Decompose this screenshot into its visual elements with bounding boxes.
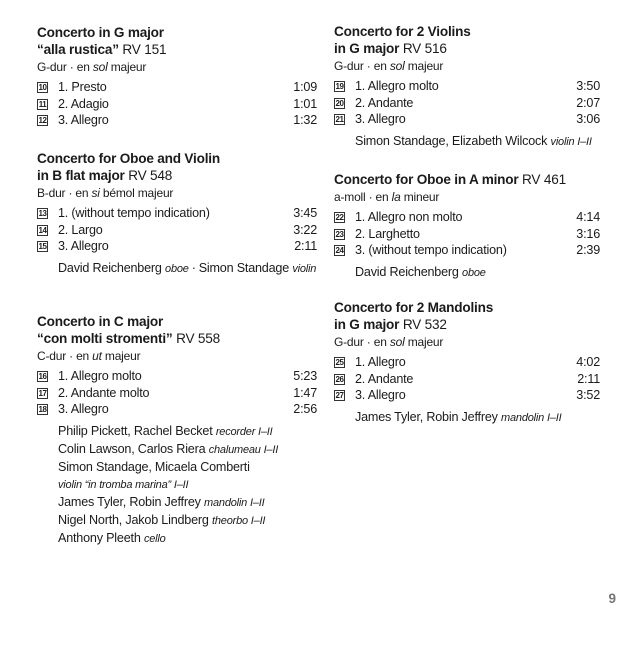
track-row	[334, 371, 600, 388]
rv-number: RV 516	[402, 41, 447, 56]
track-number: 18	[38, 405, 47, 414]
track-number: 10	[38, 83, 47, 92]
concerto-title	[37, 313, 317, 347]
title-text: Concerto for 2 Violins	[334, 24, 471, 39]
track-number: 27	[335, 391, 344, 400]
performer-line	[58, 476, 317, 494]
key-note: la	[391, 190, 401, 204]
track-number: 25	[335, 358, 344, 367]
track-title: 2. Largo	[58, 222, 103, 237]
track-duration: 2:07	[576, 95, 600, 110]
rv-number: RV 548	[128, 168, 173, 183]
performer-name: Simon Standage	[198, 260, 290, 275]
track-row	[334, 387, 600, 404]
performer-role: theorbo I–II	[212, 514, 266, 527]
performer-name: James Tyler, Robin Jeffrey	[58, 494, 201, 509]
concerto-title	[334, 299, 600, 333]
track-title: 3. Allegro	[355, 388, 406, 402]
track-number: 24	[335, 246, 344, 255]
title-line	[334, 316, 600, 333]
performers	[37, 260, 317, 278]
performer-line	[355, 409, 600, 427]
track-title: 2. Andante molto	[58, 385, 150, 400]
track-duration: 3:50	[576, 79, 600, 93]
performer-name: Philip Pickett, Rachel Becket	[58, 423, 213, 438]
track-list	[334, 354, 600, 404]
title-line	[334, 40, 600, 57]
separator: ·	[191, 260, 196, 275]
track-duration: 3:52	[576, 388, 600, 402]
track-duration: 2:39	[576, 243, 600, 257]
key-subtitle	[334, 189, 600, 205]
title-text: in G major	[334, 41, 400, 56]
track-duration: 1:32	[293, 113, 317, 127]
key-note: si	[91, 186, 100, 200]
performer-name: James Tyler, Robin Jeffrey	[355, 409, 498, 424]
track-row	[37, 96, 317, 113]
performers	[334, 133, 600, 151]
track-row	[37, 222, 317, 239]
performer-line	[58, 260, 317, 278]
track-number: 20	[335, 98, 344, 108]
title-text: Concerto for Oboe in A minor	[334, 172, 519, 187]
title-text: Concerto in G major	[37, 25, 164, 40]
key-subtitle	[37, 185, 317, 201]
track-row	[37, 238, 317, 255]
track-row	[37, 112, 317, 129]
track-row	[334, 111, 600, 128]
key-note: ut	[92, 349, 102, 363]
track-duration: 3:06	[576, 112, 600, 126]
concerto-title	[334, 171, 600, 188]
track-list	[37, 79, 317, 129]
title-text: “alla rustica”	[37, 42, 119, 57]
concerto-block	[37, 313, 317, 548]
track-number: 14	[38, 225, 47, 235]
title-line	[37, 167, 317, 184]
performer-line	[355, 264, 600, 282]
title-line	[37, 313, 317, 330]
track-row	[334, 242, 600, 259]
title-text: “con molti stromenti”	[37, 331, 173, 346]
performers	[334, 409, 600, 427]
key-text: majeur	[101, 349, 141, 363]
title-line	[37, 150, 317, 167]
track-duration: 3:22	[293, 222, 317, 237]
performer-role: chalumeau I–II	[208, 443, 279, 456]
track-list	[334, 78, 600, 128]
track-row	[37, 368, 317, 385]
track-duration: 3:45	[293, 206, 317, 220]
performer-role: mandolin I–II	[204, 496, 265, 509]
performer-line	[58, 459, 317, 476]
track-duration: 4:14	[576, 210, 600, 224]
performer-role: violin “in tromba marina” I–II	[58, 478, 189, 491]
track-title: 2. Larghetto	[355, 226, 420, 241]
track-number: 16	[38, 372, 47, 381]
track-row	[37, 205, 317, 222]
track-number: 15	[38, 242, 47, 251]
title-line	[37, 330, 317, 347]
track-number: 12	[38, 116, 47, 125]
track-title: 3. (without tempo indication)	[355, 243, 507, 257]
track-duration: 1:01	[293, 96, 317, 111]
track-title: 1. Presto	[58, 80, 107, 94]
key-text: majeur	[404, 335, 444, 349]
track-title: 2. Adagio	[58, 96, 109, 111]
performer-name: Anthony Pleeth	[58, 530, 141, 545]
key-text: G-dur · en	[334, 335, 390, 349]
key-text: majeur	[107, 60, 147, 74]
track-number: 22	[335, 213, 344, 222]
title-text: Concerto for 2 Mandolins	[334, 300, 494, 315]
track-duration: 2:56	[293, 402, 317, 416]
concerto-title	[37, 24, 317, 58]
concerto-block	[334, 171, 600, 282]
track-row	[334, 95, 600, 112]
key-note: sol	[389, 335, 405, 349]
track-title: 1. Allegro molto	[58, 369, 142, 383]
key-text: C-dur · en	[37, 349, 93, 363]
concerto-title	[37, 150, 317, 184]
track-title: 3. Allegro	[58, 113, 109, 127]
performer-role: mandolin I–II	[501, 411, 562, 424]
key-text: G-dur · en	[334, 59, 390, 73]
title-text: Concerto for Oboe and Violin	[37, 151, 220, 166]
performer-role: oboe	[462, 266, 486, 279]
track-row	[334, 78, 600, 95]
track-number: 11	[38, 99, 47, 109]
key-text: bémol majeur	[99, 186, 174, 200]
track-title: 1. Allegro non molto	[355, 210, 463, 224]
performer-name: Simon Standage, Micaela Comberti	[58, 459, 250, 474]
track-duration: 2:11	[577, 371, 600, 386]
rv-number: RV 461	[522, 172, 566, 187]
track-duration: 2:11	[294, 239, 317, 253]
track-row	[37, 401, 317, 418]
track-duration: 3:16	[576, 226, 600, 241]
track-list	[37, 205, 317, 255]
title-line	[334, 171, 600, 188]
rv-number: RV 558	[176, 331, 221, 346]
track-title: 1. (without tempo indication)	[58, 206, 210, 220]
key-note: sol	[389, 59, 405, 73]
key-subtitle	[334, 334, 600, 350]
performer-line	[355, 133, 600, 151]
performer-line	[58, 530, 317, 548]
key-text: a-moll · en	[334, 190, 392, 204]
track-title: 2. Andante	[355, 371, 414, 386]
performer-role: recorder I–II	[215, 425, 273, 438]
key-subtitle	[37, 59, 317, 75]
key-text: B-dur · en	[37, 186, 92, 200]
concerto-block	[334, 23, 600, 151]
title-line	[37, 24, 317, 41]
track-list	[37, 368, 317, 418]
title-text: in G major	[334, 317, 400, 332]
track-number: 17	[38, 388, 47, 398]
rv-number: RV 151	[122, 42, 167, 57]
key-subtitle	[334, 58, 600, 74]
key-text: G-dur · en	[37, 60, 93, 74]
track-number: 26	[335, 374, 344, 384]
performer-line	[58, 494, 317, 512]
track-duration: 4:02	[576, 355, 600, 369]
performers	[37, 423, 317, 548]
performer-role: violin	[292, 262, 317, 275]
performer-role: cello	[143, 532, 166, 545]
track-title: 1. Allegro	[355, 355, 406, 369]
track-number: 21	[335, 115, 344, 124]
track-number: 13	[38, 209, 47, 218]
performer-line	[58, 512, 317, 530]
performer-line	[58, 441, 317, 459]
performer-line	[58, 423, 317, 441]
track-duration: 5:23	[293, 369, 317, 383]
track-title: 3. Allegro	[355, 112, 406, 126]
title-line	[37, 41, 317, 58]
title-line	[334, 23, 600, 40]
key-note: sol	[92, 60, 108, 74]
track-title: 3. Allegro	[58, 402, 109, 416]
performer-name: David Reichenberg	[58, 260, 162, 275]
track-row	[334, 354, 600, 371]
performer-name: Colin Lawson, Carlos Riera	[58, 441, 206, 456]
track-list	[334, 209, 600, 259]
track-number: 23	[335, 229, 344, 239]
performer-role: oboe	[165, 262, 189, 275]
performer-name: Nigel North, Jakob Lindberg	[58, 512, 209, 527]
key-text: mineur	[400, 190, 440, 204]
track-title: 2. Andante	[355, 95, 414, 110]
track-row	[37, 385, 317, 402]
track-row	[334, 209, 600, 226]
key-text: majeur	[404, 59, 444, 73]
concerto-title	[334, 23, 600, 57]
track-row	[37, 79, 317, 96]
track-row	[334, 226, 600, 243]
page-number: 9	[608, 591, 616, 606]
performer-name: Simon Standage, Elizabeth Wilcock	[355, 133, 548, 148]
concerto-block	[334, 299, 600, 427]
rv-number: RV 532	[402, 317, 447, 332]
title-line	[334, 299, 600, 316]
track-title: 1. Allegro molto	[355, 79, 439, 93]
performer-name: David Reichenberg	[355, 264, 459, 279]
track-duration: 1:47	[293, 385, 317, 400]
performer-role: violin I–II	[550, 135, 592, 148]
track-duration: 1:09	[293, 80, 317, 94]
concerto-block	[37, 24, 317, 129]
track-number: 19	[335, 82, 344, 91]
title-text: in B flat major	[37, 168, 125, 183]
performers	[334, 264, 600, 282]
track-title: 3. Allegro	[58, 239, 109, 253]
key-subtitle	[37, 348, 317, 364]
concerto-block	[37, 150, 317, 278]
title-text: Concerto in C major	[37, 314, 164, 329]
